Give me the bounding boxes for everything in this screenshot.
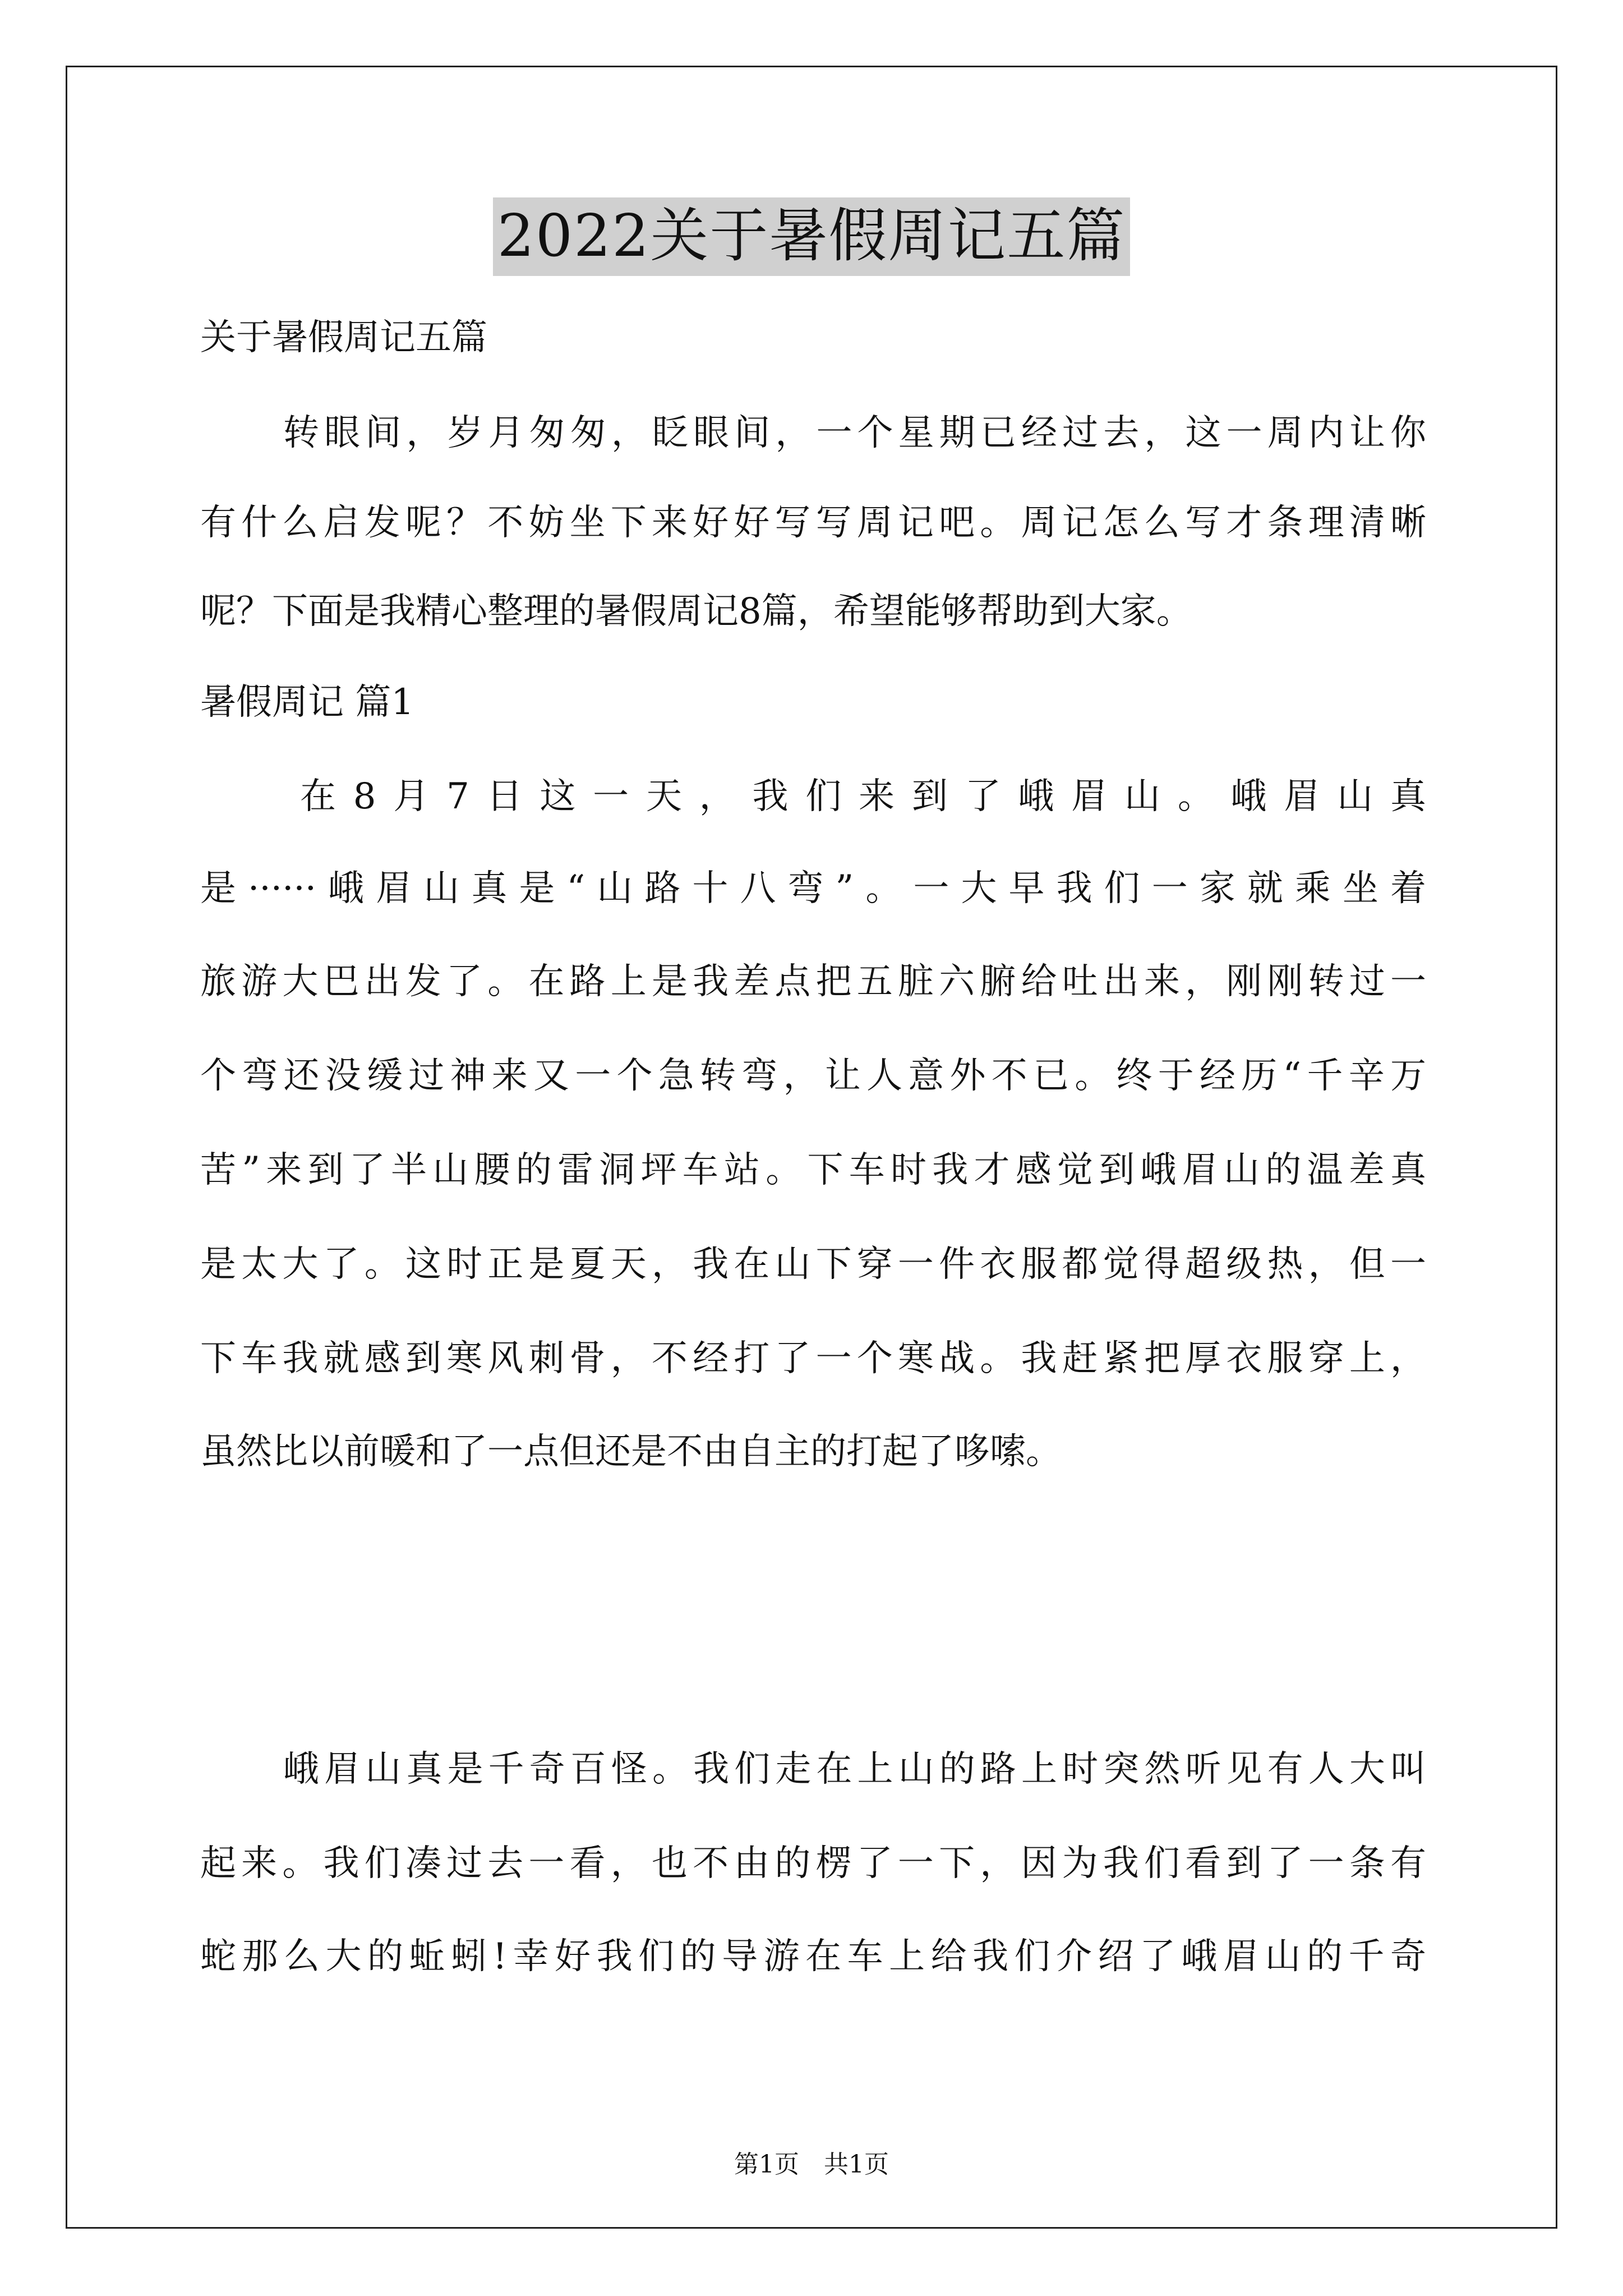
paragraph-line: 呢？下面是我精心整理的暑假周记8篇，希望能够帮助到大家。 [200,591,1192,632]
paragraph-line: 蛇那么大的蚯蚓!幸好我们的导游在车上给我们介绍了峨眉山的千奇 [200,1936,1426,1977]
entry-heading: 暑假周记 篇1 [200,682,414,723]
paragraph-line: 下车我就感到寒风刺骨，不经打了一个寒战。我赶紧把厚衣服穿上， [200,1338,1426,1379]
page-footer: 第1页 共1页 [734,2150,889,2179]
paragraph-line: 苦”来到了半山腰的雷洞坪车站。下车时我才感觉到峨眉山的温差真 [200,1149,1426,1191]
paragraph-line: 起来。我们凑过去一看，也不由的楞了一下，因为我们看到了一条有 [200,1843,1426,1884]
section-heading: 关于暑假周记五篇 [200,317,487,358]
document-title [0,197,1623,276]
paragraph-line: 虽然比以前暖和了一点但还是不由自主的打起了哆嗦。 [200,1431,1062,1473]
paragraph-line: 在8月7日这一天，我们来到了峨眉山。峨眉山真 [300,776,1426,817]
paragraph-line: 是太大了。这时正是夏天，我在山下穿一件衣服都觉得超级热，但一 [200,1244,1426,1285]
paragraph-line: 峨眉山真是千奇百怪。我们走在上山的路上时突然听见有人大叫 [283,1749,1426,1790]
document-title-text: 2022关于暑假周记五篇 [493,197,1131,276]
paragraph-line: 旅游大巴出发了。在路上是我差点把五脏六腑给吐出来，刚刚转过一 [200,961,1426,1002]
paragraph-line: 是······峨眉山真是“山路十八弯”。一大早我们一家就乘坐着 [200,868,1426,909]
paragraph-line: 转眼间，岁月匆匆，眨眼间，一个星期已经过去，这一周内让你 [283,412,1426,454]
paragraph-line: 个弯还没缓过神来又一个急转弯，让人意外不已。终于经历“千辛万 [200,1055,1426,1097]
paragraph-line: 有什么启发呢？不妨坐下来好好写写周记吧。周记怎么写才条理清晰 [200,502,1426,544]
page-border [66,66,1557,2229]
